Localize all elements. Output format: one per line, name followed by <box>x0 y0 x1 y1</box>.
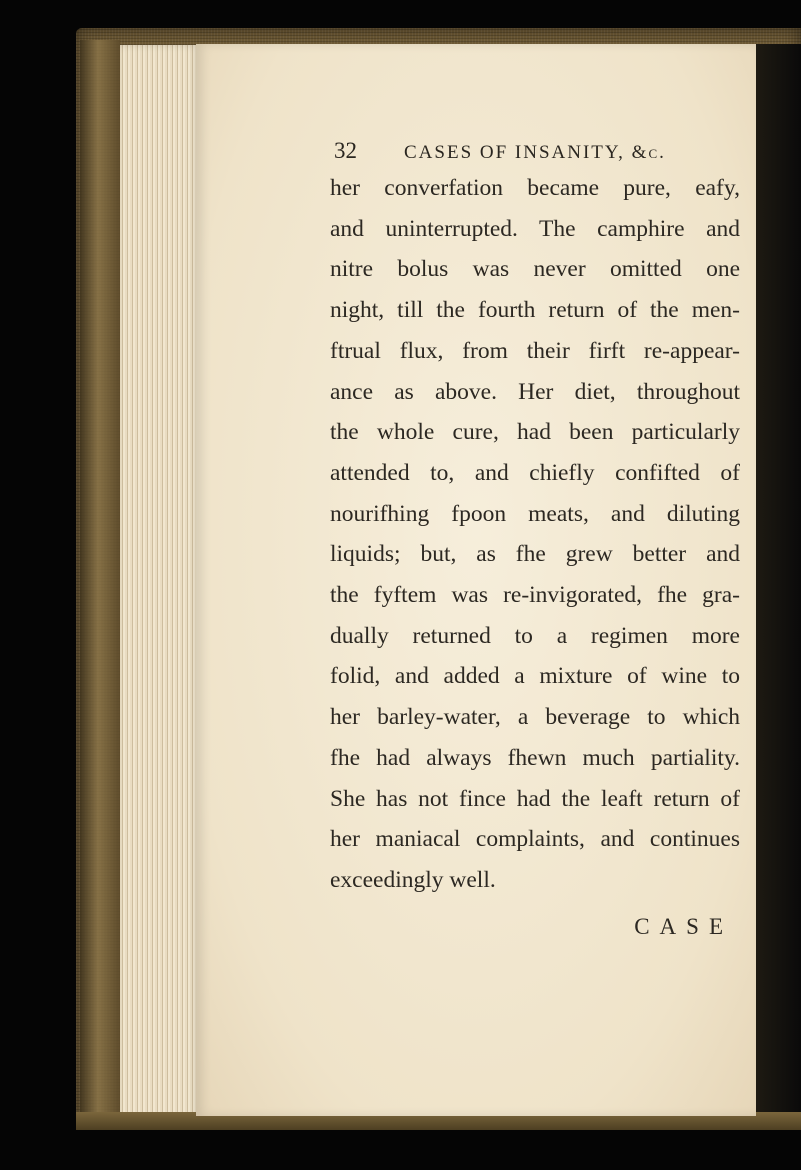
text-line: nitre bolus was never omitted one <box>330 256 740 283</box>
text-line: nourifhing fpoon meats, and diluting <box>330 500 740 527</box>
text-line: her maniacal complaints, and continues <box>330 826 740 853</box>
text-line: the whole cure, had been particularly <box>330 419 740 446</box>
text-line: her barley-water, a beverage to which <box>330 704 740 731</box>
text-line: fhe had always fhewn much partiality. <box>330 744 740 771</box>
text-line: dually returned to a regimen more <box>330 622 740 649</box>
text-line: the fyftem was re-invigorated, fhe gra- <box>330 582 740 609</box>
text-line: her converfation became pure, eafy, <box>330 175 740 201</box>
text-line: ftrual flux, from their firft re-appear- <box>330 337 740 364</box>
catchword: CASE <box>634 914 733 939</box>
text-line-last: exceedingly well. <box>330 866 496 893</box>
text-line: attended to, and chiefly confifted of <box>330 459 740 486</box>
body-text <box>330 168 740 901</box>
page-edges <box>120 45 200 1120</box>
running-head <box>334 138 666 168</box>
text-line: folid, and added a mixture of wine to <box>330 663 740 690</box>
text-line: night, till the fourth return of the men- <box>330 297 740 324</box>
book-spine-edge <box>80 40 120 1120</box>
text-line: and uninterrupted. The camphire and <box>330 215 740 242</box>
text-line: ance as above. Her diet, throughout <box>330 378 740 405</box>
right-shadow <box>756 44 801 1124</box>
text-line: liquids; but, as fhe grew better and <box>330 541 740 568</box>
text-line: She has not fince had the leaft return of <box>330 785 740 812</box>
page-number: 32 <box>334 138 357 163</box>
running-head-title: CASES OF INSANITY, &c. <box>404 142 666 163</box>
